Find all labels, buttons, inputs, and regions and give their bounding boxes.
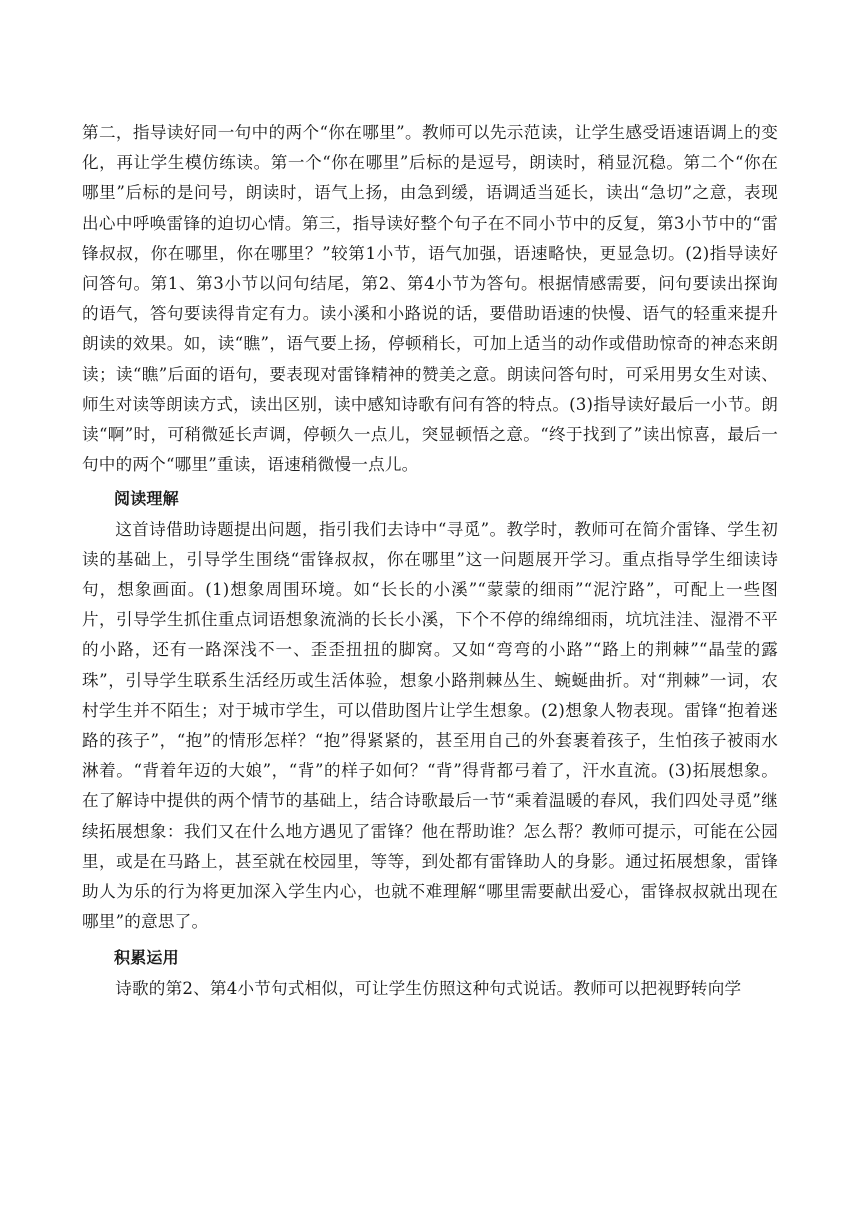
paragraph-reading-guidance: 第二，指导读好同一句中的两个“你在哪里”。教师可以先示范读，让学生感受语速语调上的变化，再让学生模仿练读。第一个“你在哪里”后标的是逗号，朗读时，稍显沉稳。第二个“你在哪里”后标的是问号，朗读时，语气上扬，由急到缓，语调适当延长，读出“急切”之意，表现出心中呼唤雷锋的迫切心情。第三，指导读好整个句子在不同小节中的反复，第3小节中的“雷锋叔叔，你在哪里，你在哪里？”较第1小节，语气加强，语速略快，更显急切。(2)指导读好问答句。第1、第3小节以问句结尾，第2、第4小节为答句。根据情感需要，问句要读出探询的语气，答句要读得肯定有力。读小溪和小路说的话，要借助语速的快慢、语气的轻重来提升朗读的效果。如，读“瞧”，语气要上扬，停顿稍长，可加上适当的动作或借助惊奇的神态来朗读；读“瞧”后面的语句，要表现对雷锋精神的赞美之意。朗读问答句时，可采用男女生对读、师生对读等朗读方式，读出区别，读中感知诗歌有问有答的特点。(3)指导读好最后一小节。朗读“啊”时，可稍微延长声调，停顿久一点儿，突显顿悟之意。“终于找到了”读出惊喜，最后一句中的两个“哪里”重读，语速稍微慢一点儿。 xyxy=(82,123,778,475)
document-page xyxy=(82,118,778,1004)
section-heading-accumulation: 积累运用 xyxy=(114,948,179,968)
section-heading-reading-comprehension: 阅读理解 xyxy=(114,489,179,509)
paragraph-reading-comprehension: 这首诗借助诗题提出问题，指引我们去诗中“寻觅”。教学时，教师可在简介雷锋、学生初读的基础上，引导学生围绕“雷锋叔叔，你在哪里”这一问题展开学习。重点指导学生细读诗句，想象画面。(1)想象周围环境。如“长长的小溪”“蒙蒙的细雨”“泥泞路”，可配上一些图片，引导学生抓住重点词语想象流淌的长长小溪，下个不停的绵绵细雨，坑坑洼洼、湿滑不平的小路，还有一路深浅不一、歪歪扭扭的脚窝。又如“弯弯的小路”“路上的荆棘”“晶莹的露珠”，引导学生联系生活经历或生活体验，想象小路荆棘丛生、蜿蜒曲折。对“荆棘”一词，农村学生并不陌生；对于城市学生，可以借助图片让学生想象。(2)想象人物表现。雷锋“抱着迷路的孩子”，“抱”的情形怎样？“抱”得紧紧的，甚至用自己的外套裹着孩子，生怕孩子被雨水淋着。“背着年迈的大娘”，“背”的样子如何？“背”得背都弓着了，汗水直流。(3)拓展想象。在了解诗中提供的两个情节的基础上，结合诗歌最后一节“乘着温暖的春风，我们四处寻觅”继续拓展想象：我们又在什么地方遇见了雷锋？他在帮助谁？怎么帮？教师可提示，可能在公园里，或是在马路上，甚至就在校园里，等等，到处都有雷锋助人的身影。通过拓展想象，雷锋助人为乐的行为将更加深入学生内心，也就不难理解“哪里需要献出爱心，雷锋叔叔就出现在哪里”的意思了。 xyxy=(82,519,778,932)
paragraph-accumulation: 诗歌的第2、第4小节句式相似，可让学生仿照这种句式说话。教师可以把视野转向学 xyxy=(115,978,742,998)
